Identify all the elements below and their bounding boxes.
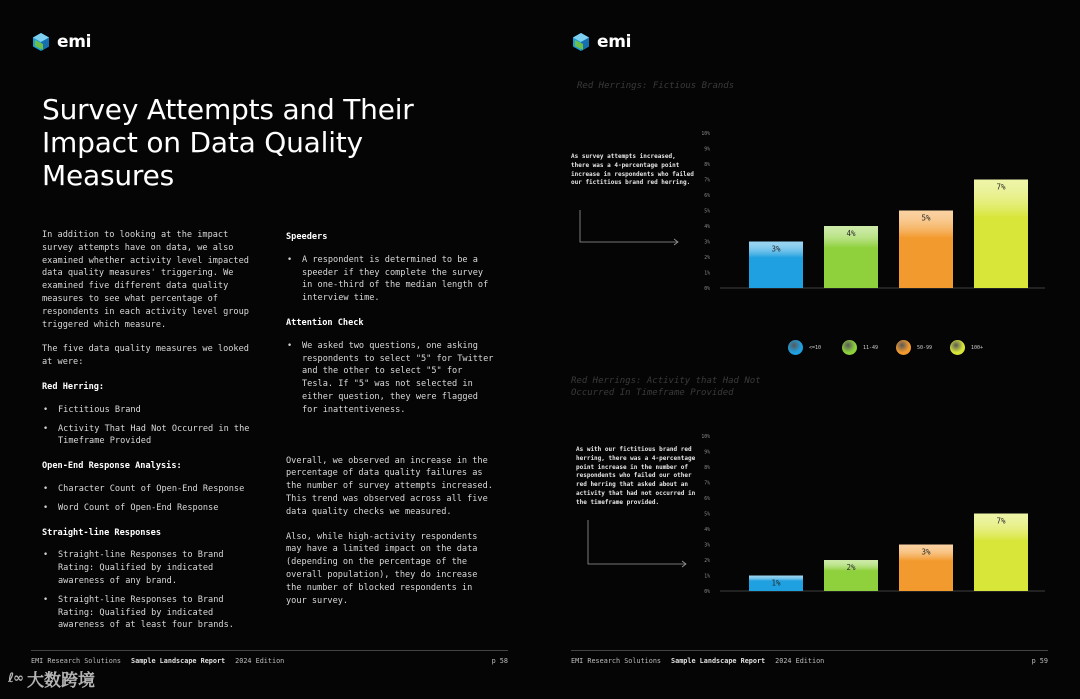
footer-edition: 2024 Edition [775, 656, 825, 665]
footer-edition: 2024 Edition [235, 656, 285, 665]
right-column [286, 229, 498, 619]
y-tick-label: 6% [704, 497, 710, 502]
measure-heading: Straight-line Responses [42, 527, 161, 538]
logo-text: emi [57, 32, 92, 52]
measure-item: • Fictitious Brand [42, 404, 257, 417]
bar-value-label: 4% [846, 229, 856, 238]
measures-list [42, 381, 257, 632]
footer-org: EMI Research Solutions [31, 656, 122, 665]
chart2-arrow [586, 520, 696, 570]
measure-heading: Open-End Response Analysis: [42, 461, 182, 472]
y-tick-label: 8% [704, 163, 710, 168]
bar-value-label: 7% [996, 516, 1006, 526]
legend-swatch [842, 340, 857, 355]
bar-sheen [974, 180, 1028, 289]
legend-item [842, 340, 896, 355]
measure-list [42, 404, 257, 448]
measure-heading: Red Herring: [42, 381, 105, 392]
chart2-title: Red Herrings: Activity that Had Not Occurred In Timeframe Provided [571, 376, 761, 398]
y-tick-label: 0% [704, 590, 710, 595]
watermark [8, 666, 95, 691]
measure-item: • Character Count of Open-End Response [42, 483, 257, 496]
y-tick-label: 1% [704, 574, 710, 580]
legend-item [788, 340, 842, 355]
footer-report: Sample Landscape Report [131, 656, 226, 665]
bar-value-label: 1% [771, 578, 781, 588]
logo-text: emi [597, 32, 632, 52]
page-title: Survey Attempts and Their Impact on Data Quality Measures [42, 93, 414, 192]
y-tick-label: 5% [704, 209, 710, 215]
y-tick-label: 6% [704, 194, 710, 199]
chart1-annotation: As survey attempts increased, there was a 4-percentage point increase in respondents who failed our fictitious brand red herring. [571, 153, 694, 187]
footer-report: Sample Landscape Report [671, 656, 766, 665]
bar-value-label: 5% [921, 213, 931, 223]
y-tick-label: 2% [704, 559, 710, 564]
intro-paragraph: In addition to looking at the impact survey attempts have on data, we also examined whether activity level impacted data quality measures' triggering. We examined five different data quality measures to see what percentage of respondents in each activity level group triggered which measure. [42, 230, 249, 330]
y-tick-label: 9% [704, 450, 710, 456]
legend-item [950, 340, 1004, 355]
y-tick-label: 4% [704, 225, 710, 230]
footer-right [571, 650, 1048, 670]
intro-measures-paragraph: The five data quality measures we looked at were: [42, 344, 249, 368]
legend-item [896, 340, 950, 355]
speeders-item: • A respondent is determined to be a speeder if they complete the survey in one-third of the median length of interview time. [286, 254, 498, 305]
measure-list [42, 483, 257, 515]
emi-logo [571, 32, 631, 52]
chart1-plot [700, 125, 1050, 295]
y-tick-label: 10% [701, 132, 710, 137]
left-column [42, 229, 257, 644]
y-tick-label: 10% [701, 435, 710, 440]
measure-list [42, 549, 257, 632]
y-tick-label: 8% [704, 466, 710, 471]
also-paragraph: Also, while high-activity respondents may have a limited impact on the data (depending on the percentage of the overall population), they do increase the number of blocked respondents in your survey. [286, 531, 478, 606]
footer-org: EMI Research Solutions [571, 656, 662, 665]
speeders-heading: Speeders [286, 232, 328, 242]
chart1-arrow [578, 210, 688, 250]
y-tick-label: 4% [704, 528, 710, 533]
bar-value-label: 2% [846, 563, 856, 572]
chart2-plot [700, 428, 1050, 598]
y-tick-label: 3% [704, 543, 710, 549]
legend-swatch [950, 340, 965, 355]
page-59 [540, 0, 1080, 699]
y-tick-label: 2% [704, 256, 710, 261]
attention-heading: Attention Check [286, 317, 364, 328]
watermark-logo-icon: ℓ∞ [8, 671, 23, 686]
measure-item: • Activity That Had Not Occurred in the Timeframe Provided [42, 423, 257, 449]
footer-left [31, 650, 508, 670]
chart-legend [788, 340, 1004, 355]
bar-value-label: 3% [921, 547, 931, 557]
y-tick-label: 9% [704, 147, 710, 153]
legend-label: 11-49 [863, 344, 879, 351]
chart2-annotation: As with our fictitious brand red herring, there was a 4-percentage point increase in the number of respondents who failed our other red herring that asked about an activity that had not occurred in the timeframe provided. [576, 446, 696, 506]
measure-item: • Straight-line Responses to Brand Rating: Qualified by indicated awareness of at least four brands. [42, 594, 257, 632]
y-tick-label: 5% [704, 512, 710, 518]
attention-item: • We asked two questions, one asking respondents to select "5" for Twitter and the other to select "5" for Tesla. If "5" was not selected in either question, they were flagged for inattentiveness. [286, 340, 498, 417]
bar-value-label: 7% [996, 182, 1006, 192]
measure-item: • Straight-line Responses to Brand Rating: Qualified by indicated awareness of any brand. [42, 549, 257, 587]
emi-logo-icon [571, 32, 591, 52]
y-tick-label: 1% [704, 271, 710, 277]
watermark-text: 大数跨境 [26, 671, 95, 691]
legend-swatch [896, 340, 911, 355]
legend-swatch [788, 340, 803, 355]
chart1-title: Red Herrings: Fictious Brands [577, 81, 735, 91]
y-tick-label: 0% [704, 287, 710, 292]
legend-label: 50-99 [917, 344, 933, 351]
legend-label: <=10 [809, 344, 822, 351]
emi-logo [31, 32, 91, 52]
footer-page-number: p 58 [491, 656, 508, 665]
measure-item: • Word Count of Open-End Response [42, 502, 257, 515]
y-tick-label: 7% [704, 481, 710, 487]
y-tick-label: 3% [704, 240, 710, 246]
y-tick-label: 7% [704, 178, 710, 184]
emi-logo-icon [31, 32, 51, 52]
legend-label: 100+ [971, 344, 984, 351]
overall-paragraph: Overall, we observed an increase in the percentage of data quality failures as the number of survey attempts increased. This trend was observed across all five data quality checks we measured. [286, 455, 493, 517]
footer-page-number: p 59 [1031, 656, 1048, 665]
bar-value-label: 3% [771, 244, 781, 254]
